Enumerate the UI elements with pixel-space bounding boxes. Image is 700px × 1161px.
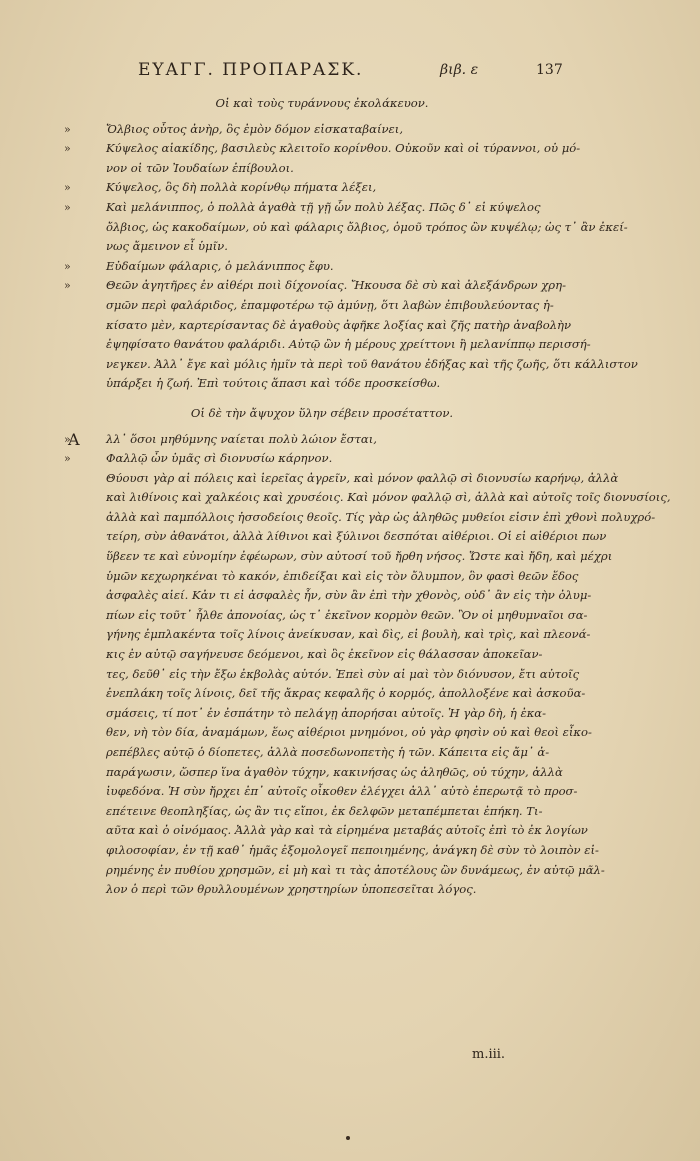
text-line: ὑμῶν κεχωρηκέναι τὸ κακόν, ἐπιδείξαι καὶ εἰς τὸν ὄλυμπον, ὃν φασὶ θεῶν ἕδος — [106, 568, 579, 583]
running-head: ΕΥΑΓΓ. ΠΡΟΠΑΡΑΣΚ. — [138, 60, 364, 80]
text-line: τες, δεῦθ᾽ εἰς τὴν ἔξω ἐκβολὰς αὐτόν. Ἐπεὶ σὺν αἱ μαὶ τὸν διόνυσον, ἔτι αὐτοῖς — [106, 666, 580, 681]
text-line: φιλοσοφίαν, ἐν τῇ καθ᾽ ἡμᾶς ἐξομολογεῖ πεποιημένης, ἀνάγκη δὲ σὺν τὸ λοιπὸν εἰ- — [106, 842, 599, 857]
text-line: ἐνεπλάκη τοῖς λίνοις, δεῖ τῆς ἄκρας κεφαλῆς ὁ κορμός, ἀπολλοξένε καὶ ἀσκοῦα- — [106, 686, 586, 701]
verse-line: » Εὐδαίμων φάλαρις, ὁ μελάνιππος ἔφυ. — [92, 257, 552, 277]
initial-letter: » Α — [68, 429, 80, 449]
verse-line: » Κύψελος, ὃς δὴ πολλὰ κορίνθῳ πήματα λέξει, — [92, 178, 552, 198]
text-line: ὕβεεν τε καὶ εὐνομίην ἐφέωρων, σὺν αὐτοσί τοῦ ἤρθη νήσος. Ὥστε καὶ ἤδη, καὶ μέχρι — [106, 549, 613, 564]
text-line: ρημένης ἐν πυθίου χρησμῶν, εἰ μὴ καὶ τι τὰς ἀποτέλους ὢν δυνάμεως, ἐν αὐτῷ μᾶλ- — [106, 862, 605, 877]
text-line: θεν, νὴ τὸν δία, ἀναμάμων, ἕως αἰθέριοι μνημόνοι, οὐ γὰρ φησὶν οὐ καὶ θεοὶ εἶκο- — [106, 725, 592, 740]
text-line: λον ὁ περὶ τῶν θρυλλουμένων χρηστηρίων ὑποπεσεῖται λόγος. — [106, 882, 477, 897]
text-line: επέτεινε θεοπληξίας, ὡς ἂν τις εἴποι, ἐκ δελφῶν μεταπέμπεται ἐπήκη. Τι- — [106, 803, 543, 818]
text-line: ὑπάρξει ἡ ζωή. Ἐπὶ τούτοις ἅπασι καὶ τόδε προσκείσθω. — [106, 376, 441, 391]
verse-line: » Φαλλῷ ὧν ὑμᾶς σὶ διονυσίω κάρηνον. — [92, 449, 552, 469]
text-line: παράγωσιν, ὥσπερ ἵνα ἀγαθὸν τύχην, κακινήσας ὡς ἀληθῶς, οὐ τύχην, ἀλλὰ — [106, 764, 563, 779]
verse-line-text: λλ᾽ ὅσοι μηθύμνης ναίεται πολὺ λώιον ἔσται, — [106, 431, 377, 446]
text-line: νον οἱ τῶν Ἰουδαίων ἐπίβουλοι. — [106, 160, 294, 175]
text-line: ἀσφαλὲς αἰεί. Κἀν τι εἰ ἀσφαλὲς ἦν, σὺν ἂν ἐπὶ τὴν χθονὸς, οὐδ᾽ ἂν εἰς τὴν ὀλυμ- — [106, 588, 592, 603]
verse-line: » Ὄλβιος οὗτος ἀνὴρ, ὃς ἐμὸν δόμον εἰσκαταβαίνει, — [92, 120, 552, 140]
text-line: νεγκεν. Ἀλλ᾽ ἔγε καὶ μόλις ἡμῖν τὰ περὶ τοῦ θανάτου ἐδήξας καὶ τῆς ζωῆς, ὅτι κάλλιστον — [106, 356, 638, 371]
text-line: ἰυφεδόνα. Ἡ σὺν ἤρχει ἐπ᾽ αὐτοῖς οἶκοθεν ἐλέγχει ἀλλ᾽ αὐτὸ ἐπερωτᾷ τὸ προσ- — [106, 784, 578, 799]
verse-line: » Κύψελος αἰακίδης, βασιλεὺς κλειτοῖο κορίνθου. Οὐκοῦν καὶ οἱ τύραννοι, οὐ μό- — [92, 139, 552, 159]
main-text-block — [68, 94, 671, 900]
text-line: ἐψηφίσατο θανάτου φαλάριδι. Αὐτῷ ὢν ἡ μέρους χρείττονι ἢ μελανίππῳ περισσή- — [106, 337, 591, 352]
text-line: τείρη, σὺν ἀθανάτοι, ἀλλὰ λίθινοι καὶ ξύλινοι δεσπόται αἰθέριοι. Οἱ εἰ αἰθέριοι πων — [106, 529, 607, 544]
text-line: νως ἄμεινον εἶ ὑμῖν. — [106, 239, 228, 254]
text-line: κίσατο μὲν, καρτερίσαντας δὲ ἀγαθοὺς ἀφῆκε λοξίας καὶ ζῆς πατὴρ ἀναβολὴν — [106, 317, 572, 332]
text-line: Θύουσι γὰρ αἱ πόλεις καὶ ἱερεῖας ἀγρεῖν, καὶ μόνον φαλλῷ σὶ διονυσίω καρήνῳ, ἀλλὰ — [106, 470, 619, 485]
text-line: πίων εἰς τοῦτ᾽ ἦλθε ἀπονοίας, ὡς τ᾽ ἐκεῖνον κορμὸν θεῶν. Ὃν οἱ μηθυμναῖοι σα- — [106, 607, 588, 622]
text-line: ρεπέβλες αὐτῷ ὁ δίοπετες, ἀλλὰ ποσεδωνοπετὴς ἡ τῶν. Κάπειτα εἰς ἄμ᾽ ἀ- — [106, 745, 550, 759]
text-line: κις ἐν αὐτῷ σαγήνευσε δεόμενοι, καὶ ὃς ἐκεῖνον εἰς θάλασσαν ἀποκεῖαν- — [106, 647, 543, 662]
verse-line: » Θεῶν ἀγητῆρες ἐν αἰθέρι ποιὶ δίχονοίας. Ἤκουσα δὲ σὺ καὶ ἀλεξάνδρων χρη- — [92, 276, 552, 296]
section-heading-2: Οἱ δὲ τὴν ἄψυχον ὕλην σέβειν προσέταττον. — [190, 405, 454, 420]
text-line: ὄλβιος, ὡς κακοδαίμων, οὐ καὶ φάλαρις ὄλβιος, ὁμοῦ τρόπος ὢν κυψέλῳ; ὡς τ᾽ ἂν ἐκεί- — [106, 219, 628, 234]
text-line: ἀλλὰ καὶ παμπόλλοις ἠσσοδείοις θεοῖς. Τίς γὰρ ὡς ἀληθῶς μυθείοι εἰσιν ἐπὶ χθονὶ πολυχρό- — [106, 509, 656, 524]
section-heading-1: Οἱ καὶ τοὺς τυράννους ἐκολάκευον. — [215, 96, 429, 110]
section-gap — [92, 394, 552, 404]
book-reference: βιβ. ε — [440, 62, 479, 78]
signature-mark: m.iii. — [472, 1047, 506, 1062]
verse-line — [68, 429, 552, 450]
text-line: αῦτα καὶ ὁ οἰνόμαος. Ἀλλὰ γὰρ καὶ τὰ εἰρημένα μεταβάς αὐτοῖς ἐπὶ τὸ ἐκ λογίων — [106, 823, 588, 838]
text-line: γήνης ἐμπλακέντα τοῖς λίνοις ἀνείκυσαν, καὶ δὶς, εἰ βουλὴ, καὶ τρὶς, καὶ πλεονά- — [106, 627, 591, 642]
text-line: σμῶν περὶ φαλάριδος, ἐπαμφοτέρω τῷ ἀμύνῃ, ὅτι λαβὼν ἐπιβουλεύοντας ἠ- — [106, 297, 554, 312]
text-line: σμάσεις, τί ποτ᾽ ἐν ἐσπάτην τὸ πελάγῃ ἀπορήσαι αὐτοῖς. Ἡ γὰρ δὴ, ἡ ἐκα- — [106, 705, 547, 720]
printer-dot — [346, 1136, 350, 1140]
page-header — [128, 60, 588, 86]
verse-line: » Καὶ μελάνιππος, ὁ πολλὰ ἀγαθὰ τῇ γῇ ὧν πολὺ λέξας. Πῶς δ᾽ εἰ κύψελος — [92, 198, 552, 218]
folio-number: 137 — [536, 62, 563, 78]
text-line: καὶ λιθίνοις καὶ χαλκέοις καὶ χρυσέοις. Καὶ μόνον φαλλῷ σὶ, ἀλλὰ καὶ αὐτοῖς τοῖς διονυσίοις, — [106, 490, 671, 505]
